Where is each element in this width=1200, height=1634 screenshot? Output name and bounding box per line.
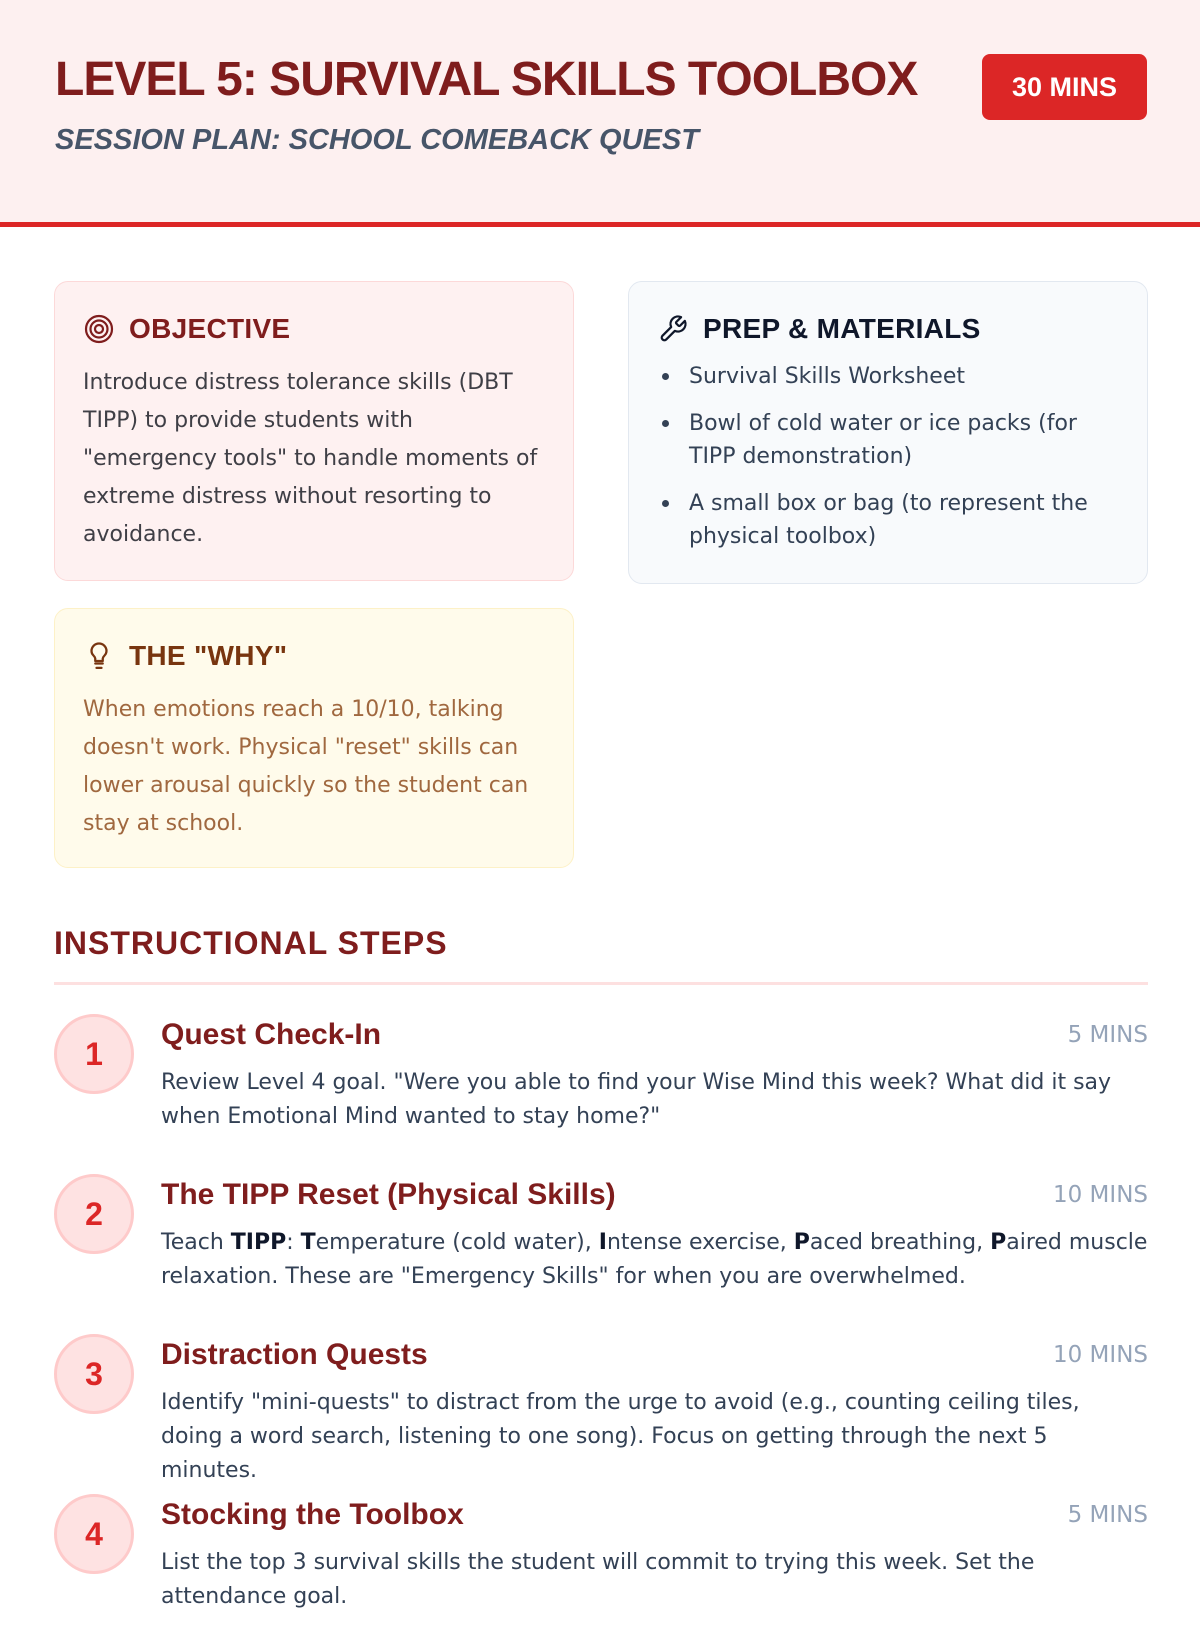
wrench-icon xyxy=(657,313,689,345)
step-title: The TIPP Reset (Physical Skills) xyxy=(161,1178,616,1211)
step-duration: 5 MINS xyxy=(1067,1022,1148,1048)
step-duration: 5 MINS xyxy=(1067,1502,1148,1528)
step-duration: 10 MINS xyxy=(1052,1182,1148,1208)
section-heading: INSTRUCTIONAL STEPS xyxy=(54,925,448,961)
step-number: 1 xyxy=(54,1014,134,1094)
page-title: LEVEL 5: SURVIVAL SKILLS TOOLBOX xyxy=(55,53,918,106)
step-item xyxy=(54,1014,1148,1154)
step-description: Teach TIPP: Temperature (cold water), Intense exercise, Paced breathing, Paired muscle relaxation. These are "Emergency Skills" for when you are overwhelmed. xyxy=(161,1230,1148,1289)
objective-text: Introduce distress tolerance skills (DBT TIPP) to provide students with "emergency tools" to handle moments of extreme distress without resorting to avoidance. xyxy=(83,370,538,547)
page-header xyxy=(0,0,1200,227)
why-title: THE "WHY" xyxy=(129,640,288,671)
objective-card xyxy=(54,281,574,581)
step-item xyxy=(54,1494,1148,1634)
materials-list xyxy=(657,360,1119,553)
list-item: A small box or bag (to represent the physical toolbox) xyxy=(657,487,1119,553)
list-item: Survival Skills Worksheet xyxy=(657,360,1119,393)
list-item: Bowl of cold water or ice packs (for TIPP demonstration) xyxy=(657,407,1119,473)
target-icon xyxy=(83,313,115,345)
step-number: 2 xyxy=(54,1174,134,1254)
section-divider xyxy=(54,982,1148,985)
step-description: List the top 3 survival skills the student will commit to trying this week. Set the attendance goal. xyxy=(161,1550,1035,1609)
lightbulb-icon xyxy=(83,640,115,672)
step-title: Quest Check-In xyxy=(161,1018,382,1051)
step-item xyxy=(54,1334,1148,1483)
prep-materials-card xyxy=(628,281,1148,584)
step-description: Review Level 4 goal. "Were you able to find your Wise Mind this week? What did it say when Emotional Mind wanted to stay home?" xyxy=(161,1070,1112,1129)
step-number: 4 xyxy=(54,1494,134,1574)
step-title: Stocking the Toolbox xyxy=(161,1498,464,1531)
prep-title: PREP & MATERIALS xyxy=(703,313,981,344)
step-item xyxy=(54,1174,1148,1314)
step-duration: 10 MINS xyxy=(1052,1342,1148,1368)
step-description: Identify "mini-quests" to distract from the urge to avoid (e.g., counting ceiling tiles, doing a word search, listening to one song). Focus on getting through the next 5 minutes. xyxy=(161,1390,1080,1483)
page-subtitle: SESSION PLAN: SCHOOL COMEBACK QUEST xyxy=(55,124,699,156)
duration-badge: 30 MINS xyxy=(982,54,1147,120)
why-text: When emotions reach a 10/10, talking doesn't work. Physical "reset" skills can lower arousal quickly so the student can stay at school. xyxy=(83,697,529,836)
objective-title: OBJECTIVE xyxy=(129,313,291,344)
why-card xyxy=(54,608,574,868)
step-title: Distraction Quests xyxy=(161,1338,428,1371)
step-number: 3 xyxy=(54,1334,134,1414)
